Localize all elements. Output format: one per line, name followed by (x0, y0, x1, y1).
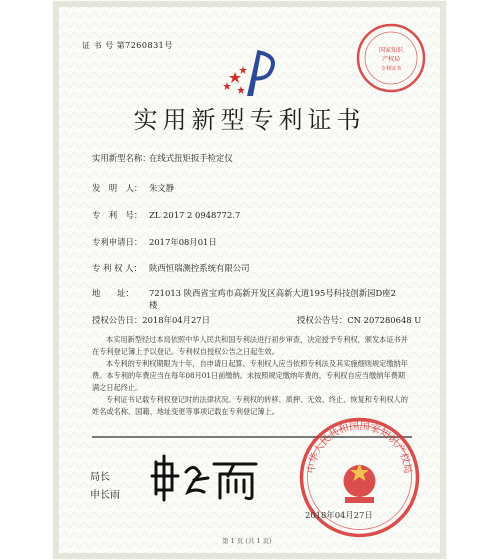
field-inventor (92, 182, 174, 194)
signatory-title: 局长 (90, 472, 110, 483)
field-address-value: 721013 陕西省宝鸡市高新开发区高新大道195号科技创新园D座2楼 (149, 288, 396, 310)
paragraph-grant: 本实用新型经过本局依照中华人民共和国专利法进行初步审查，决定授予专利权，颁发本证书并在专利登记簿上予以登记。专利权自授权公告之日起生效。 (92, 335, 408, 356)
seal-date: 2018年04月27日 (305, 510, 373, 520)
field-patent-number (92, 209, 240, 221)
top-right-seal-icon (355, 22, 427, 94)
svg-text:国家知识: 国家知识 (378, 47, 404, 54)
svg-text:专利证书: 专利证书 (380, 66, 402, 72)
field-label: 实用新型名称： (92, 153, 151, 163)
certificate-title: 实用新型专利证书 (133, 106, 366, 134)
paragraph-legal-status: 专利证书记载专利权登记时的法律状况。专利权的转移、质押、无效、终止、恢复和专利权人的姓名或名称、国籍、地址变更等事项记载在专利登记簿上。 (92, 395, 408, 416)
field-label: 专 利 权 人： (92, 263, 142, 273)
field-application-date (92, 236, 217, 248)
field-label: 发 明 人： (92, 183, 143, 193)
svg-text:中华人民共和国国家知识产权局: 中华人民共和国国家知识产权局 (306, 421, 413, 475)
svg-text:产权局: 产权局 (381, 56, 401, 63)
field-address-label (92, 287, 149, 299)
field-value: 朱文静 (149, 183, 175, 193)
patent-certificate (52, 0, 447, 560)
certificate-number: 证 书 号 第7260831号 (82, 41, 173, 50)
field-value: ZL 2017 2 0948772.7 (149, 210, 241, 220)
field-label: 地 址： (92, 288, 134, 298)
paragraph-term: 本专利的专利权期限为十年，自申请日起算。专利权人应当依照专利法及其实施细则规定缴纳年费。本专利的年费应当在每年08月01日前缴纳。未按照规定缴纳年费的，专利权自应当缴纳年费期满之日起终止。 (92, 359, 408, 392)
grant-announcement-number: 授权公告号：CN 207280648 U (297, 315, 422, 325)
handwritten-signature-icon (148, 452, 268, 507)
field-value: 陕西恒瑞测控系统有限公司 (149, 263, 250, 273)
grant-announcement-date: 授权公告日：2018年04月27日 (92, 315, 211, 325)
field-label: 专 利 号： (92, 210, 143, 220)
page-number: 第 1 页 (共 1 页) (222, 537, 272, 545)
field-utility-model-name (92, 152, 233, 164)
field-label: 专利申请日： (92, 237, 143, 247)
field-value: 2017年08月01日 (149, 237, 217, 247)
signatory-name: 申长雨 (90, 490, 120, 501)
official-seal-icon (297, 415, 422, 540)
field-value: 在线式扭矩扳手检定仪 (149, 153, 233, 163)
patent-office-logo-icon (217, 48, 287, 98)
field-patentee (92, 262, 250, 274)
